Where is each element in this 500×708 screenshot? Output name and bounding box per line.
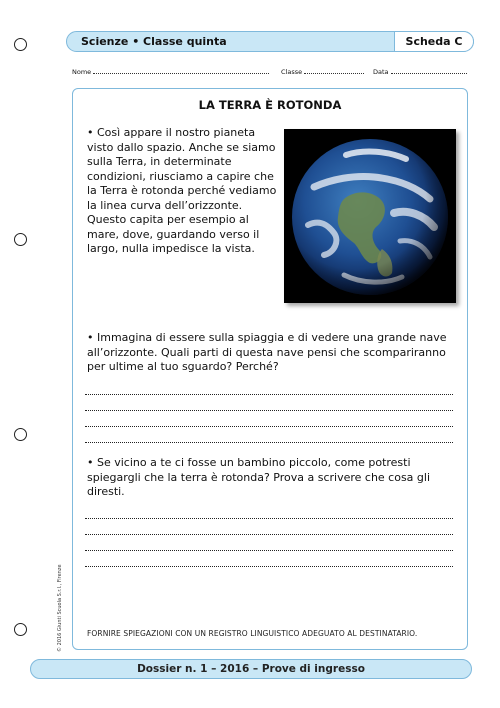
class-field[interactable] (281, 68, 364, 76)
earth-photo (284, 129, 456, 303)
answer-line[interactable] (85, 519, 453, 535)
subject-title: Scienze • Classe quinta (81, 35, 227, 48)
answer-line[interactable] (85, 379, 453, 395)
footer-bar: Dossier n. 1 – 2016 – Prove di ingresso (30, 659, 472, 679)
answer-line[interactable] (85, 535, 453, 551)
intro-paragraph: • Così appare il nostro pianeta visto dallo spazio. Anche se siamo sulla Terra, in determinate condizioni, riusciamo a capire che la Terra è rotonda perché vediamo la linea curva dell’orizzonte. Questo capita per esempio al mare, dove, guardando verso il largo, nulla impedisce la vista. (87, 126, 277, 255)
date-label: Data (373, 68, 389, 76)
answer-lines-ship[interactable] (85, 379, 453, 443)
binder-hole (14, 38, 27, 51)
answer-line[interactable] (85, 551, 453, 567)
name-field[interactable] (72, 68, 269, 76)
answer-line[interactable] (85, 427, 453, 443)
answer-line[interactable] (85, 411, 453, 427)
answer-line[interactable] (85, 395, 453, 411)
question-ship: • Immagina di essere sulla spiaggia e di vedere una grande nave all’orizzonte. Quali parti di questa nave pensi che scompariranno per ultime al tuo sguardo? Perché? (87, 331, 447, 373)
worksheet-title: LA TERRA È ROTONDA (198, 98, 342, 112)
date-field[interactable] (373, 68, 467, 76)
binder-hole (14, 428, 27, 441)
answer-line[interactable] (85, 503, 453, 519)
binder-hole (14, 233, 27, 246)
earth-image (284, 129, 456, 303)
binder-hole (14, 623, 27, 636)
answer-lines-child[interactable] (85, 503, 453, 567)
worksheet-tag: Scheda C (394, 31, 474, 52)
class-label: Classe (281, 68, 303, 76)
header-bar (66, 31, 474, 52)
copyright-text: © 2016 Giunti Scuola S.r.l., Firenze (57, 564, 63, 652)
teacher-note: FORNIRE SPIEGAZIONI CON UN REGISTRO LINGUISTICO ADEGUATO AL DESTINATARIO. (87, 629, 418, 638)
worksheet-card (72, 88, 468, 650)
question-child: • Se vicino a te ci fosse un bambino piccolo, come potresti spiegargli che la terra è rotonda? Prova a scrivere che cosa gli diresti. (87, 456, 431, 498)
name-label: Nome (72, 68, 92, 76)
